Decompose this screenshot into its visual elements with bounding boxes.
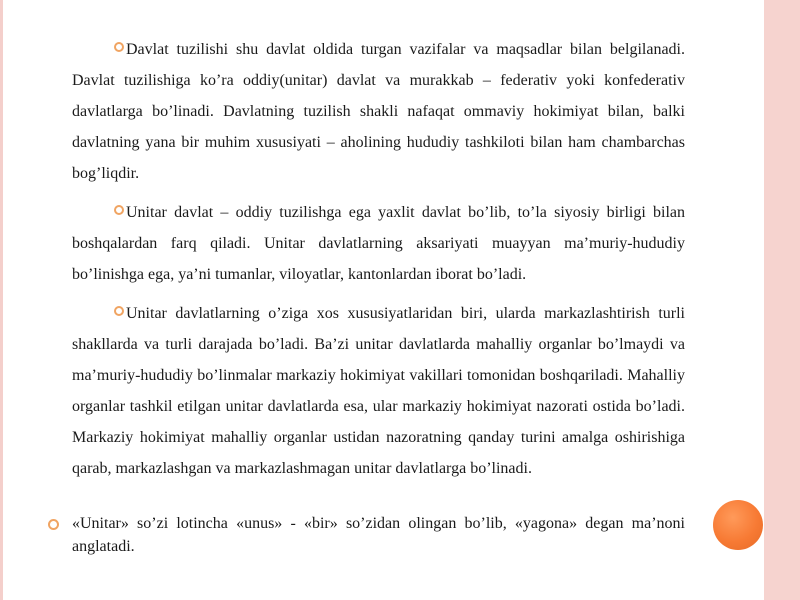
paragraph-2 <box>72 197 685 290</box>
bullet-ring-icon <box>114 306 124 316</box>
paragraph-1-text: Davlat tuzilishi shu davlat oldida turgan vazifalar va maqsadlar bilan belgilanadi. Davlat tuzilishiga ko’ra oddiy(unitar) davlat va murakkab – federativ yoki konfederativ davlatlarga bo’linadi. Davlatning tuzilish shakli nafaqat ommaviy hokimiyat bilan, balki davlatning yana bir muhim xususiyati – aholining hududiy tashkiloti bilan ham chambarchas bog’liqdir. <box>72 41 685 182</box>
paragraph-3-text: Unitar davlatlarning o’ziga xos xususiyatlaridan biri, ularda markazlashtirish turli shakllarda va turli darajada bo’ladi. Ba’zi unitar davlatlarda mahalliy organlar bo’lmaydi va ma’muriy-hududiy bo’linmalar markaziy hokimiyat vakillari tomonidan boshqariladi. Mahalliy organlar tashkil etilgan unitar davlatlarda esa, ular markaziy hokimiyat nazorati ostida bo’ladi. Markaziy hokimiyat mahalliy organlar ustidan nazoratning qanday turini amalga oshirishiga qarab, markazlashgan va markazlashmagan unitar davlatlarga bo’linadi. <box>72 305 685 477</box>
left-border <box>0 0 3 600</box>
bullet-ring-icon <box>48 519 59 530</box>
slide-content <box>72 34 685 492</box>
bullet-ring-icon <box>114 42 124 52</box>
paragraph-3 <box>72 298 685 484</box>
bullet-ring-icon <box>114 205 124 215</box>
paragraph-1 <box>72 34 685 189</box>
paragraph-2-text: Unitar davlat – oddiy tuzilishga ega yaxlit davlat bo’lib, to’la siyosiy birligi bilan boshqalardan farq qiladi. Unitar davlatlarning aksariyati muayyan ma’muriy-hududiy bo’linishga ega, ya’ni tumanlar, viloyatlar, kantonlardan iborat bo’ladi. <box>72 204 685 283</box>
right-border <box>764 0 800 600</box>
last-item-text: «Unitar» so’zi lotincha «unus» - «bir» so’zidan olingan bo’lib, «yagona» degan ma’noni anglatadi. <box>72 515 685 555</box>
orange-circle-decoration <box>713 500 763 550</box>
